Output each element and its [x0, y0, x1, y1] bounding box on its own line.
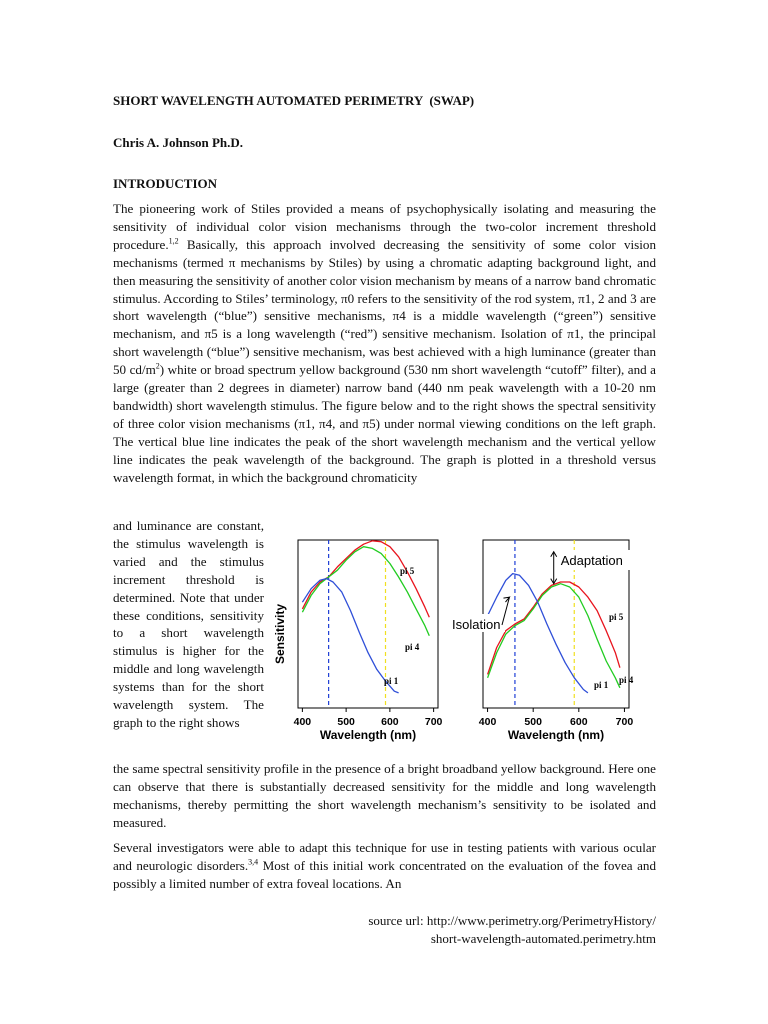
chart-1-tick-label-500: 500 — [524, 716, 542, 728]
chart-0-label-pi-5: pi 5 — [400, 566, 415, 576]
chart-0-tick-label-500: 500 — [337, 716, 355, 728]
intro-text-b: Basically, this approach involved decreasing the sensitivity of some color vision mechanisms (termed π mechanisms by Stiles) by using a chromatic adapting background light, and then measuring the sensitivity of another color vision mechanism by means of a narrow band chromatic stimulus. According to Stiles’ terminology, π0 refers to the sensitivity of the rod system, π1, 2 and 3 are short wavelength (“blue”) sensitive mechanisms, π4 is a middle wavelength (“green”) sensitive mechanism, and π5 is a long wavelength (“red”) sensitive mechanism. Isolation of π1, the principal short wavelength (“blue”) sensitive mechanism, was best achieved with a high luminance (greater than 50 cd/m — [113, 236, 656, 378]
intro-paragraph — [113, 200, 656, 487]
reference-3-4: 3,4 — [248, 857, 259, 867]
second-text-b: Most of this initial work concentrated on the evaluation of the fovea and possibly a limited number of extra foveal locations. An — [113, 857, 656, 891]
chart-0-label-pi-4: pi 4 — [405, 642, 420, 652]
chart-1-tick-label-700: 700 — [615, 716, 634, 728]
document-title: SHORT WAVELENGTH AUTOMATED PERIMETRY (SWAP) — [113, 93, 475, 108]
chart-0-series-pi-5 — [302, 541, 429, 618]
second-text-a: Several investigators were able to adapt this technique for use in testing patients with various ocular and neurologic disorders. — [113, 840, 656, 873]
chart-1-tick-label-600: 600 — [570, 716, 588, 728]
isolation-label: Isolation — [452, 617, 501, 632]
chart-0-series-pi-4 — [302, 547, 429, 636]
chart-1-tick-label-400: 400 — [478, 716, 497, 728]
chart-1-label-pi-4: pi 4 — [619, 675, 634, 685]
chart-1-label-pi-1: pi 1 — [594, 680, 609, 690]
chart-0-y-axis-label: Sensitivity — [273, 603, 287, 665]
chart-0-frame — [298, 540, 438, 708]
source-url-line-2: short-wavelength-automated.perimetry.htm — [430, 930, 656, 946]
intro-paragraph-continued: the same spectral sensitivity profile in the presence of a bright broadband yellow background. Here one can observe that there is substantially decreased sensitivity for the middle and long wavelength mechanisms, thereby permitting the short wavelength mechanism’s sensitivity to be isolated and measured. — [113, 761, 656, 830]
chart-1-x-axis-label: Wavelength (nm) — [507, 728, 605, 742]
source-url-line-1: source url: http://www.perimetry.org/PerimetryHistory/ — [368, 913, 656, 928]
second-paragraph — [113, 839, 656, 893]
source-url — [256, 912, 656, 947]
section-heading: INTRODUCTION — [113, 176, 218, 191]
chart-1-series-pi-5 — [488, 582, 620, 674]
chart-0-tick-label-400: 400 — [293, 716, 312, 728]
intro-text-a: The pioneering work of Stiles provided a means of psychophysically isolating and measuring the sensitivity of individual color vision mechanisms through the two-color increment threshold procedure. — [113, 201, 656, 252]
chart-0-tick-label-600: 600 — [381, 716, 399, 728]
reference-1-2: 1,2 — [168, 236, 179, 246]
chart-1-label-pi-5: pi 5 — [609, 612, 624, 622]
author-name: Chris A. Johnson Ph.D. — [113, 135, 244, 150]
chart-0-tick-label-700: 700 — [424, 716, 443, 728]
intro-text-c: ) white or broad spectrum yellow background (530 nm short wavelength “cutoff” filter), and a large (greater than 2 degrees in diameter) narrow band (440 nm peak wavelength with a 10-20 nm bandwidth) short wavelength stimulus. The figure below and to the right shows the spectral sensitivity of three color vision mechanisms (π1, π4, and π5) under normal viewing conditions on the left graph. The vertical blue line indicates the peak of the short wavelength mechanism and the vertical yellow line indicates the peak wavelength of the background. The graph is plotted in a threshold versus wavelength format, in which the background chromaticity — [113, 362, 656, 485]
superscript-2: 2 — [155, 361, 160, 371]
adaptation-label: Adaptation — [560, 553, 623, 568]
wrapped-text-beside-figure: and luminance are constant, the stimulus wavelength is varied and the stimulus increment threshold is determined. Note that under these conditions, sensitivity to a short wavelength stimulus is higher for the middle and long wavelength systems than for the short wavelength system. The graph to the right shows — [113, 518, 264, 730]
figure-svg — [268, 528, 658, 743]
chart-1-series-pi-1 — [488, 574, 588, 693]
chart-0-x-axis-label: Wavelength (nm) — [319, 728, 417, 742]
chart-0-label-pi-1: pi 1 — [384, 676, 399, 686]
spectral-sensitivity-figure — [268, 528, 658, 743]
